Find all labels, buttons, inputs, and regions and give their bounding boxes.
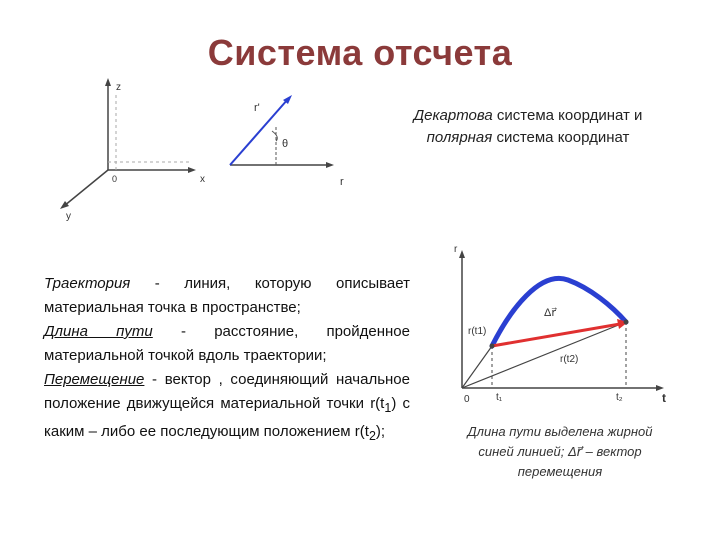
- term-trajectory: Траектория: [44, 275, 131, 292]
- description-line-1: Декартова система координат и: [413, 107, 643, 124]
- delta-r-label: Δr⃗: [544, 307, 556, 319]
- r-t1-label: r(t1): [468, 326, 487, 337]
- caption-line-2: синей линией; Δr⃗ – вектор: [478, 444, 642, 459]
- t2-label: t₂: [616, 392, 623, 403]
- motion-origin-label: 0: [464, 394, 470, 405]
- caption-line-1: Длина пути выделена жирной: [467, 424, 653, 439]
- term-displacement: Перемещение: [44, 371, 145, 388]
- theta-label: θ: [282, 138, 289, 150]
- polar-r-axis-label: r: [340, 176, 344, 188]
- cartesian-diagram: [50, 72, 220, 222]
- z-axis-label: z: [116, 82, 121, 93]
- definitions-text: Траектория - линия, которую описывает материальная точка в пространстве; Длина пути - расстояние, пройденное материальной точкой вдоль траектории; Перемещение - вектор , соединяющий начальное положение движущейся материальной точки $r(t_1)$ с каким – либо ее последующим положением $r(t_2)$;: [44, 275, 411, 443]
- caption-line-3: перемещения: [517, 464, 603, 479]
- coordinate-systems-description: [378, 105, 678, 149]
- term-path-length: Длина пути: [44, 323, 153, 340]
- motion-t-axis-label: t: [662, 391, 666, 405]
- t1-label: t₁: [496, 392, 503, 403]
- motion-r-axis-label: r: [454, 244, 458, 255]
- description-line-2: полярная система координат: [426, 129, 630, 146]
- slide-title: Система отсчета: [207, 32, 513, 73]
- r-t2-label: r(t2): [560, 354, 579, 365]
- r-vector-label: r': [254, 102, 260, 114]
- origin-label: 0: [112, 174, 118, 184]
- x-axis-label: x: [200, 174, 205, 185]
- motion-diagram: [440, 240, 680, 420]
- polar-diagram: [220, 85, 360, 195]
- motion-caption: [446, 422, 674, 482]
- y-axis-label: y: [66, 211, 71, 222]
